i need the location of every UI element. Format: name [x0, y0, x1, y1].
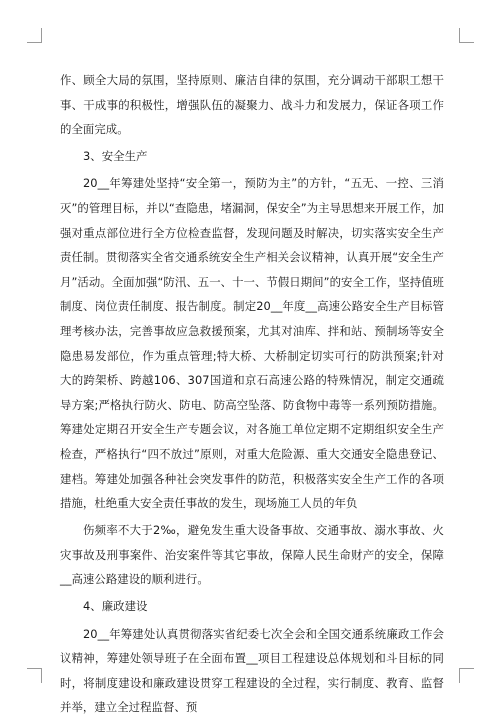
- section-heading-integrity: 4、廉政建设: [83, 599, 148, 614]
- paragraph-integrity-main: 20__年筹建处认真贯彻落实省纪委七次全会和全国交通系统廉政工作会议精神，筹建处领导班子在全面布置__项目工程建设总体规划和斗目标的同时，将制度建设和廉政建设贯穿工程建设的全过程，实行制度、教育、监督并举，建立全过程监督、预: [60, 626, 444, 715]
- crop-mark-bottom-right: [459, 668, 474, 683]
- document-body: [60, 68, 444, 722]
- crop-mark-bottom-left: [27, 668, 42, 683]
- crop-mark-top-right: [459, 28, 474, 43]
- paragraph-continuation: 作、顾全大局的氛围，坚持原则、廉洁自律的氛围，充分调动干部职工想干事、干成事的积极性，增强队伍的凝聚力、战斗力和发展力，保证各项工作的全面完成。: [60, 73, 444, 137]
- paragraph-safety-main: 20__年筹建处坚持“安全第一，预防为主”的方针，“五无、一控、三消灭”的管理目标，并以“查隐患，堵漏洞，保安全”为主导思想来开展工作，加强对重点部位进行全方位检查监督，发现问题及时解决，切实落实安全生产责任制。贯彻落实全省交通系统安全生产相关会议精神，认真开展“安全生产月”活动。全面加强“防汛、五一、十一、节假日期间”的安全工作，坚持值班制度、岗位责任制度、报告制度。制定20__年度__高速公路安全生产目标管理考核办法，完善事故应急救援预案，尤其对油库、拌和站、预制场等安全隐患易发部位，作为重点管理;特大桥、大桥制定切实可行的防洪预案;针对大的跨架桥、跨越106、307国道和京石高速公路的特殊情况，制定交通疏导方案;严格执行防火、防电、防高空坠落、防食物中毒等一系列预防措施。筹建处定期召开安全生产专题会议，对各施工单位定期不定期组织安全生产检查，严格执行“四不放过”原则，对重大危险源、重大交通安全隐患登记、建档。筹建处加强各种社会突发事件的防范，积极落实安全生产工作的各项措施，杜绝重大安全责任事故的发生，现场施工人员的年负: [60, 176, 444, 511]
- paragraph-safety-targets: 伤频率不大于2‰，避免发生重大设备事故、交通事故、溺水事故、火灾事故及刑事案件、治安案件等其它事故，保障人民生命财产的安全，保障__高速公路建设的顺利进行。: [60, 523, 444, 587]
- crop-mark-top-left: [27, 28, 42, 43]
- section-heading-safety: 3、安全生产: [83, 149, 148, 164]
